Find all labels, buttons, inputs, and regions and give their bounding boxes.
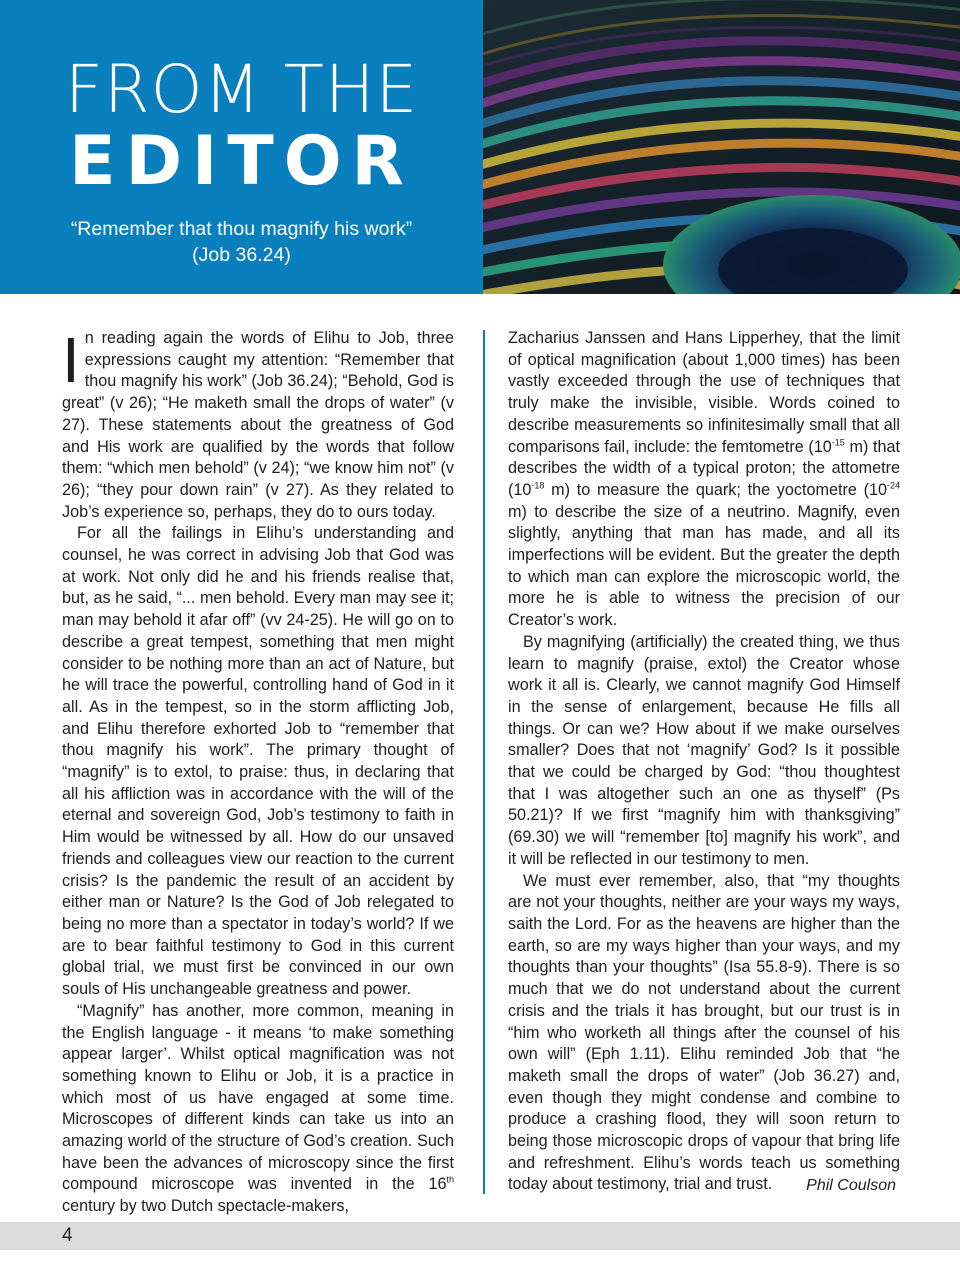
footer-bar: [0, 1222, 960, 1250]
century-ordinal: 16: [428, 1175, 447, 1194]
exponent: -24: [886, 480, 900, 491]
paragraph-text: n reading again the words of Elihu to Job, three expressions caught my attention: “Remember that thou magnify his work” (Job 36.24); “Behold, God is great” (v 26); “He maketh small the drops of water” (v 27). These statements about the greatness of God and His work are qualified by the words that follow them: “which men behold” (v 24); “we know him not” (v 26); “they pour down rain” (v 27). As they related to Job’s experience so, perhaps, they do to ours today.: [62, 329, 454, 521]
header-quote-text: “Remember that thou magnify his work”: [70, 218, 413, 240]
article-right-column: [508, 328, 900, 1196]
article-paragraph: [508, 328, 900, 632]
exponent: -18: [531, 480, 545, 491]
paragraph-text: “Magnify” has another, more common, meaning in the English language - it means ‘to make something appear larger’. Whilst optical magnification was not something known to Elihu or Job, it is a practice in which most of us have engaged at some time. Microscopes of different kinds can take us into an amazing world of the structure of God’s creation. Such have been the advances of microscopy since the first compound microscope was invented in the: [62, 1001, 454, 1194]
article-paragraph: [62, 324, 454, 523]
header-quote-reference: (Job 36.24): [192, 244, 291, 266]
article-left-column: [62, 324, 455, 1218]
paragraph-text: century by two Dutch spectacle-makers,: [62, 1197, 349, 1216]
paragraph-text: m) to describe the size of a neutrino. Magnify, even slightly, anything that man has made, and all its imperfections will be evident. But the greater the depth to which man can explore the microscopic world, the more he is able to witness the precision of our Creator’s work.: [508, 502, 900, 630]
paragraph-text: m) that describes the width of a typical proton; the attometre (10: [508, 437, 900, 499]
article-paragraph: We must ever remember, also, that “my thoughts are not your thoughts, neither are your ways my ways, saith the Lord. For as the heavens are higher than the earth, so are my ways higher than your ways, and my thoughts than your thoughts” (Isa 55.8-9). There is so much that we do not understand about the current crisis and the trials it has brought, but our trust is in “him who worketh all things after the counsel of his own will” (Eph 1.11). Elihu reminded Job that “he maketh small the drops of water” (Job 36.27) and, even though they might condense and combine to produce a crashing flood, they will soon return to being those microscopic drops of vapour that bring life and refreshment. Elihu’s words teach us something today about testimony, trial and trust.: [508, 871, 900, 1194]
drop-cap: I: [62, 324, 80, 396]
peacock-feather-illustration: [483, 0, 960, 294]
editor-header-banner: [0, 0, 483, 294]
article-paragraph: [62, 1001, 454, 1218]
title-editor: EDITOR: [69, 122, 414, 201]
author-signature: Phil Coulson: [806, 1177, 896, 1194]
paragraph-text: Zacharius Janssen and Hans Lipperhey, that the limit of optical magnification (about 1,000 times) has been vastly exceeded through the use of techniques that truly make the invisible, visible. Words coined to describe measurements so infinitesimally small that all comparisons fail, include: the femtometre (10: [508, 329, 900, 456]
article-paragraph: For all the failings in Elihu’s understanding and counsel, he was correct in advising Job that God was at work. Not only did he and his friends realise that, but, as he said, “... men behold. Every man may see it; man may behold it afar off” (vv 24-25). He will go on to describe a great tempest, something that men might consider to be nothing more than an act of Nature, but he will trace the powerful, controlling hand of God in it all. As in the tempest, so in the storm afflicting Job, and Elihu therefore exhorted Job to “remember that thou magnify his work”. The primary thought of “magnify” is to extol, to praise: thus, in declaring that all his affliction was in accordance with the will of the eternal and sovereign God, Job’s testimony to faith in Him would be witnessed by all. How do our unsaved friends and colleagues view our reaction to the current crisis? Is the pandemic the result of an accident by either man or Nature? Is the God of Job relegated to being no more than a spectator in today’s world? If we are to bear faithful testimony to God in this current global trial, we must first be convinced in our own souls of His unchangeable greatness and power.: [62, 524, 454, 999]
title-from-the: FROM THE: [64, 51, 419, 128]
paragraph-text: m) to measure the quark; the yoctometre (10: [544, 480, 887, 499]
exponent: -15: [831, 437, 845, 448]
peacock-feather-image: [483, 0, 960, 294]
ordinal-suffix: th: [446, 1175, 455, 1186]
article-paragraph: By magnifying (artificially) the created thing, we thus learn to magnify (praise, extol) the Creator whose work it all is. Clearly, we cannot magnify God Himself in the sense of enlargement, because He fills all things. Or can we? How about if we make ourselves smaller? Does that not ‘magnify’ God? Is it possible that we could be charged by God: “thou thoughtest that I was altogether such an one as thyself” (Ps 50.21)? If we first “magnify him with thanksgiving” (69.30) we will “remember [to] magnify his work”, and it will be reflected in our testimony to men.: [508, 632, 900, 868]
page-number: 4: [62, 1225, 73, 1246]
column-divider: [483, 330, 485, 1194]
header-quote: [20, 216, 463, 268]
